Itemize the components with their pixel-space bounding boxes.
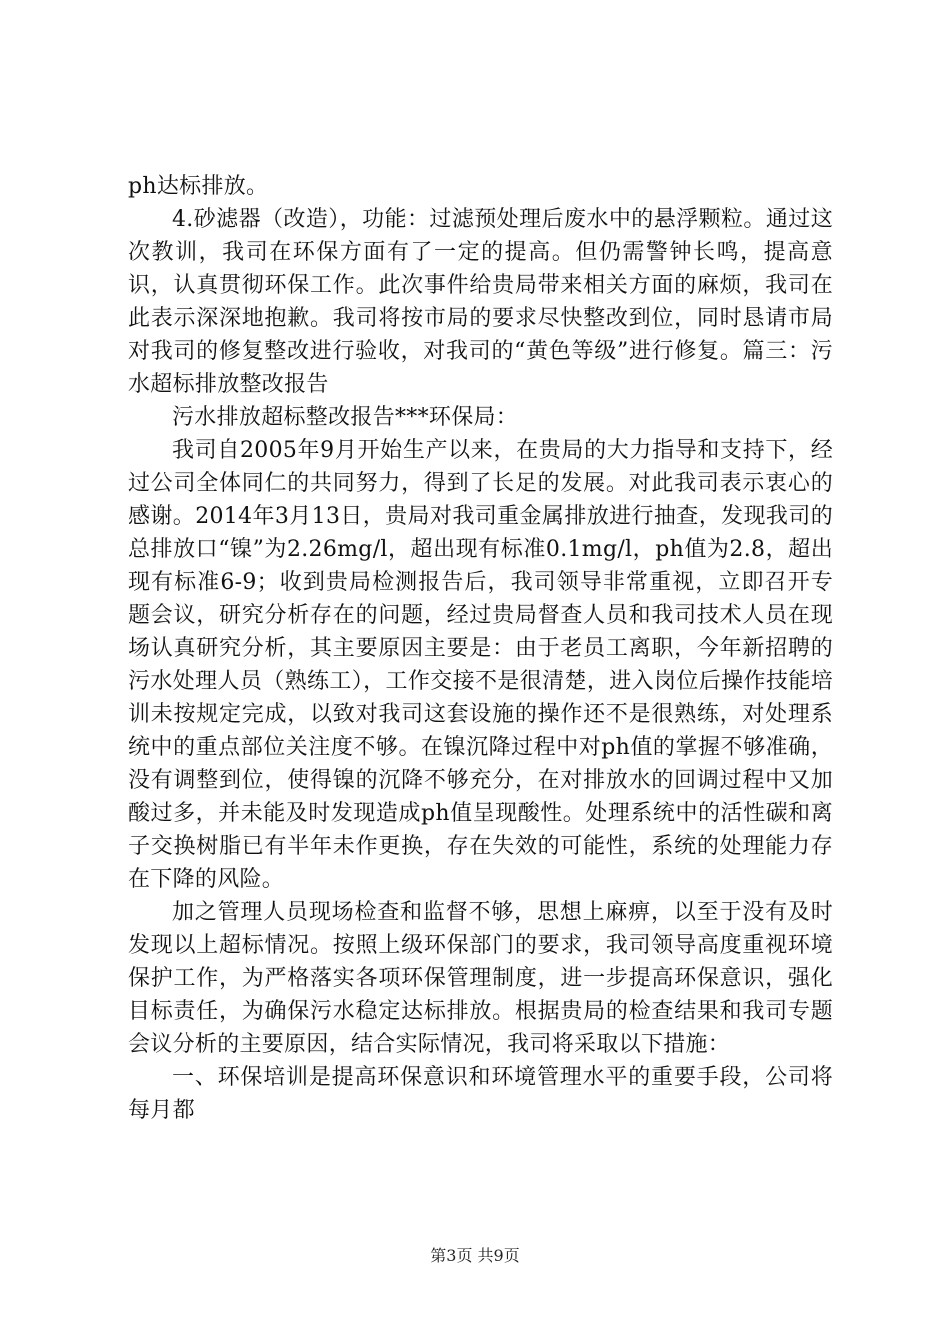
paragraph-report-heading: 污水排放超标整改报告***环保局： bbox=[172, 405, 519, 430]
page-number-footer: 第3页 共9页 bbox=[430, 1246, 520, 1265]
paragraph-training: 一、环保培训是提高环保意识和环境管理水平的重要手段，公司将每月都 bbox=[128, 1065, 833, 1123]
paragraph-continuation: ph达标排放。 bbox=[128, 174, 269, 199]
paragraph-sand-filter: 4.砂滤器（改造），功能：过滤预处理后废水中的悬浮颗粒。通过这次教训，我司在环保方面有了一定的提高。但仍需警钟长鸣，提高意识，认真贯彻环保工作。此次事件给贵局带来相关方面的麻烦，我司在此表示深深地抱歉。我司将按市局的要求尽快整改到位，同时恳请市局对我司的修复整改进行验收，对我司的“黄色等级”进行修复。篇三：污水超标排放整改报告 bbox=[128, 207, 833, 397]
paragraph-management-measures: 加之管理人员现场检查和监督不够，思想上麻痹，以至于没有及时发现以上超标情况。按照上级环保部门的要求，我司领导高度重视环境保护工作，为严格落实各项环保管理制度，进一步提高环保意识，强化目标责任，为确保污水稳定达标排放。根据贵局的检查结果和我司专题会议分析的主要原因，结合实际情况，我司将采取以下措施： bbox=[128, 900, 833, 1057]
paragraph-incident-analysis: 我司自2005年9月开始生产以来，在贵局的大力指导和支持下，经过公司全体同仁的共同努力，得到了长足的发展。对此我司表示衷心的感谢。2014年3月13日，贵局对我司重金属排放进行抽查，发现我司的总排放口“镍”为2.26mg/l，超出现有标准0.1mg/l，ph值为2.8，超出现有标准6-9；收到贵局检测报告后，我司领导非常重视，立即召开专题会议，研究分析存在的问题，经过贵局督查人员和我司技术人员在现场认真研究分析，其主要原因主要是：由于老员工离职，今年新招聘的污水处理人员（熟练工），工作交接不是很清楚，进入岗位后操作技能培训未按规定完成，以致对我司这套设施的操作还不是很熟练，对处理系统中的重点部位关注度不够。在镍沉降过程中对ph值的掌握不够准确，没有调整到位，使得镍的沉降不够充分，在对排放水的回调过程中又加酸过多，并未能及时发现造成ph值呈现酸性。处理系统中的活性碳和离子交换树脂已有半年未作更换，存在失效的可能性，系统的处理能力存在下降的风险。 bbox=[128, 438, 833, 892]
document-body bbox=[128, 170, 833, 1127]
